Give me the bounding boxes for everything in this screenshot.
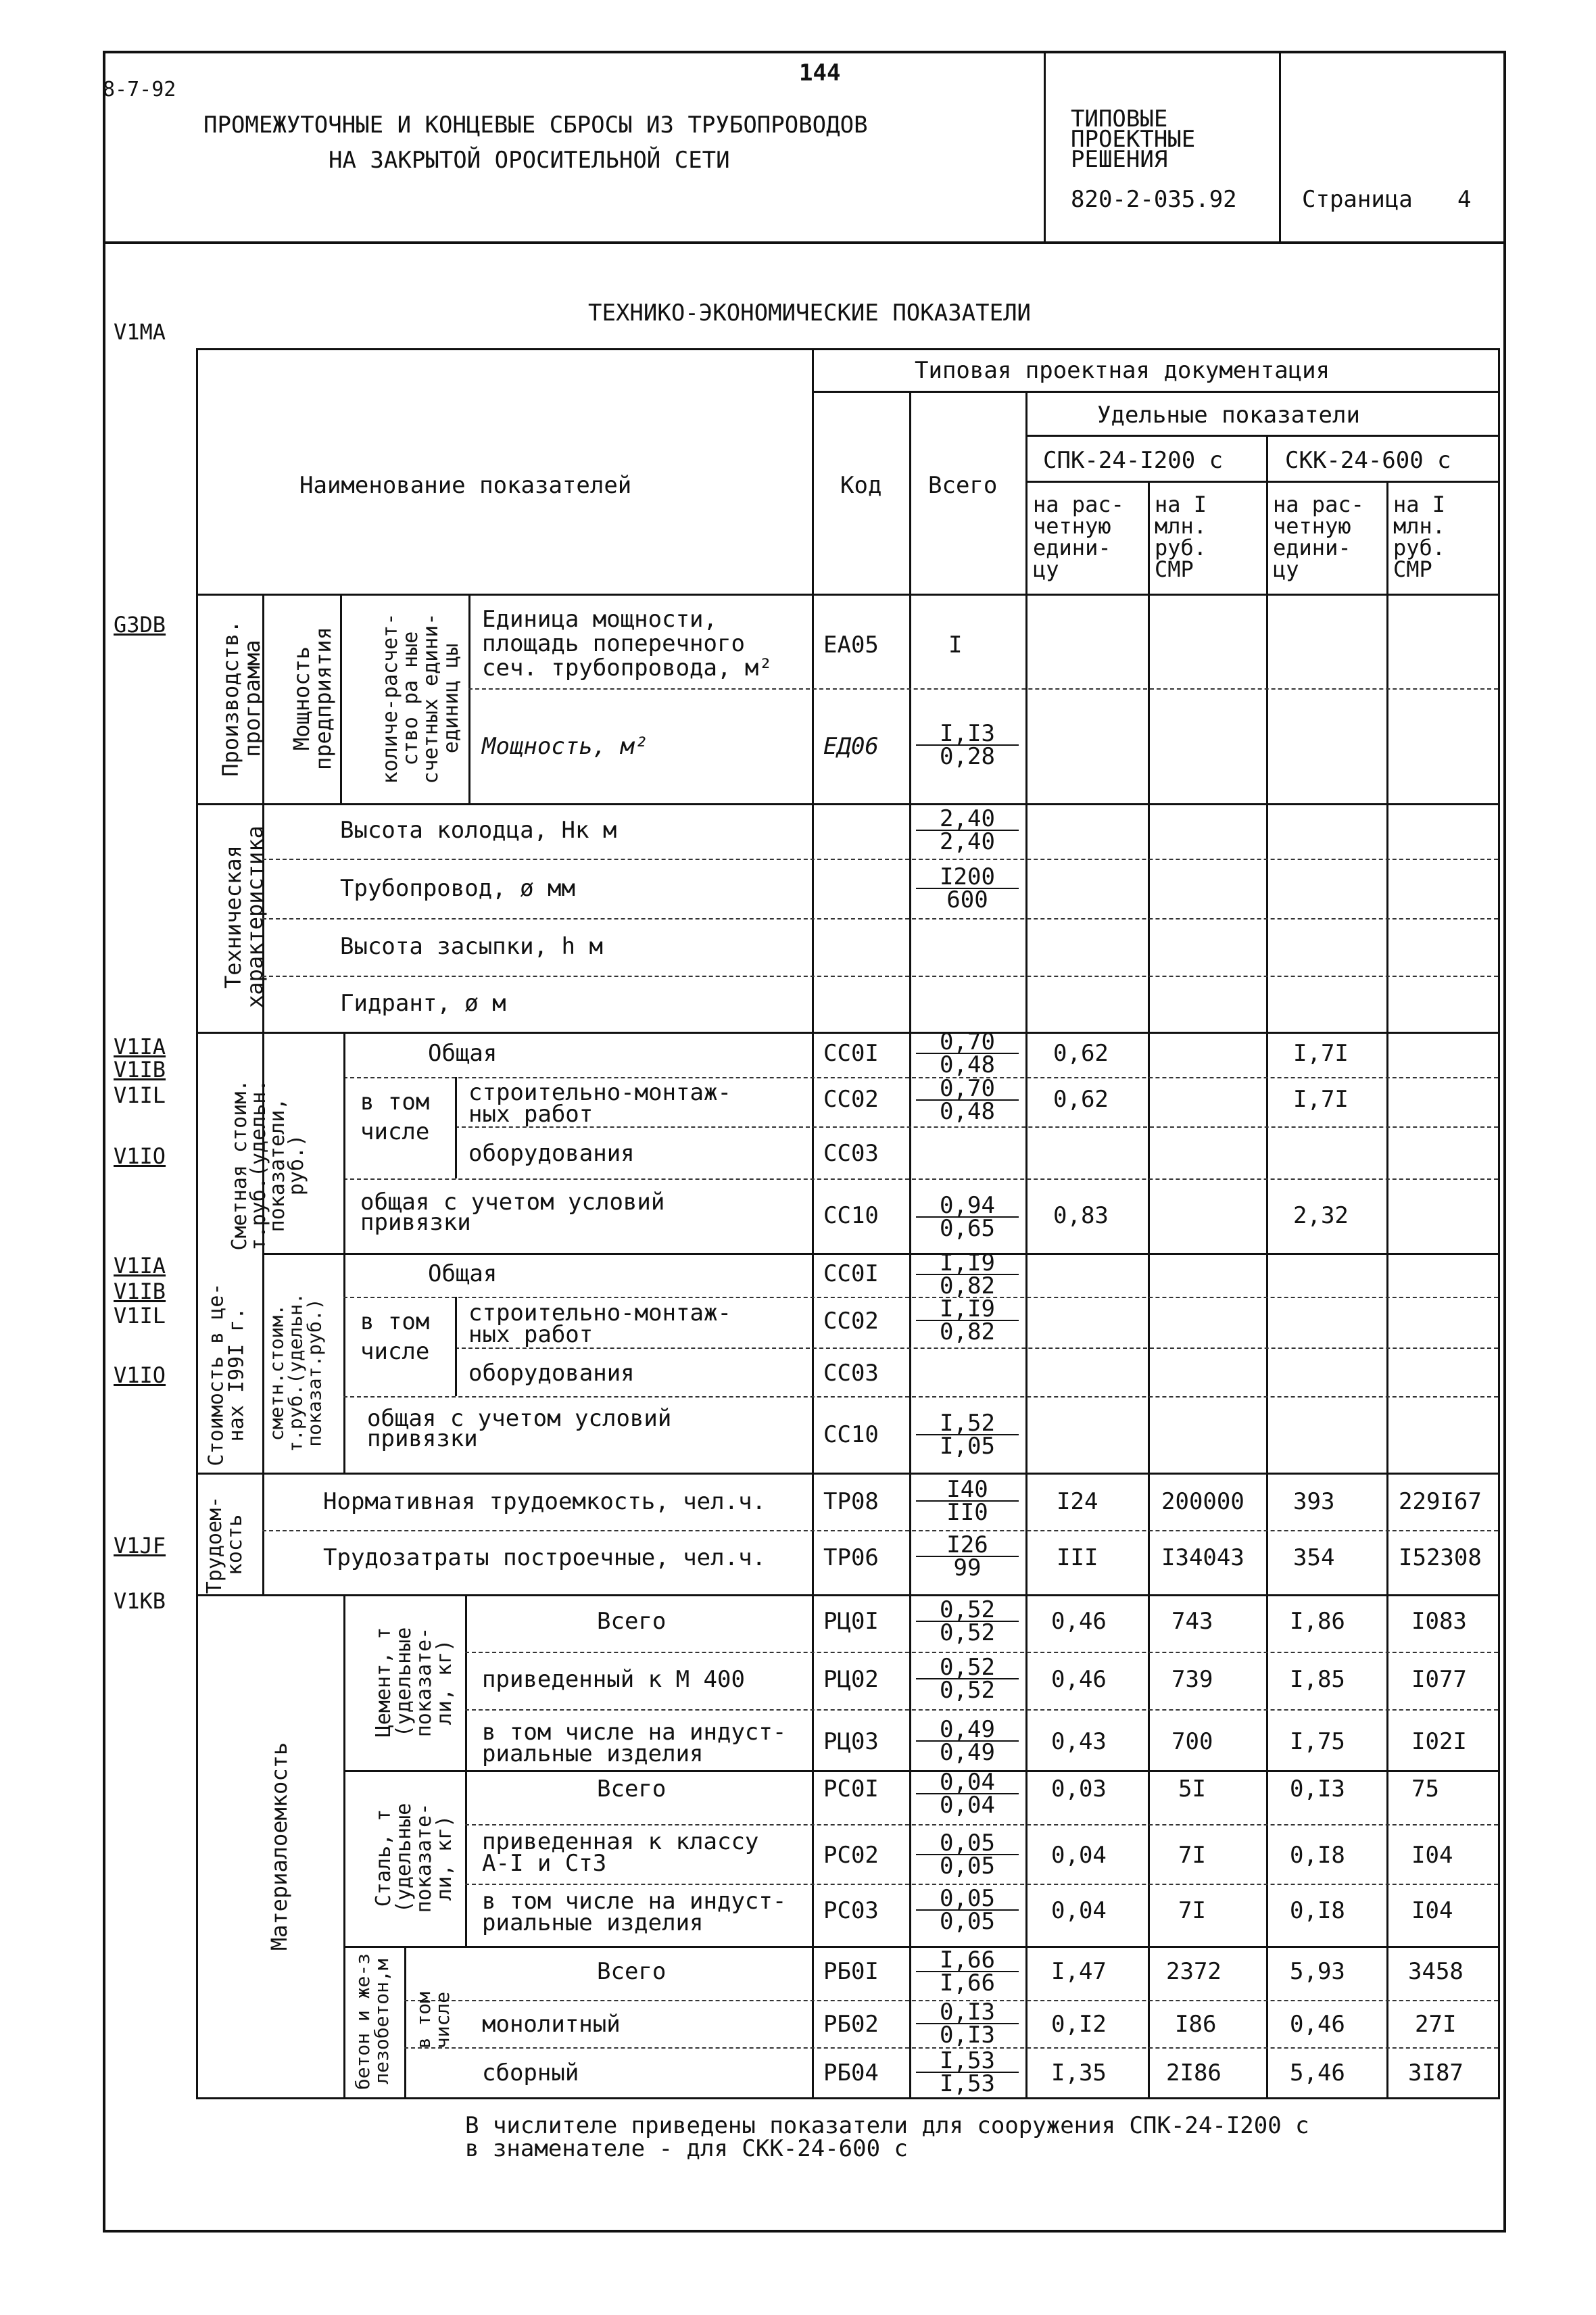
row-ed06-total: I,I3 0,28 xyxy=(909,723,1025,767)
group-production: Производств. программа xyxy=(218,620,265,777)
row-rc01-v4: I083 xyxy=(1411,1608,1467,1635)
row-pc02-v1: 0,04 xyxy=(1051,1842,1107,1869)
row-pb02-v1: 0,I2 xyxy=(1051,2011,1107,2038)
header-name-col: Наименование показателей xyxy=(299,472,632,499)
row-rc03-total: 0,49 0,49 xyxy=(909,1719,1025,1763)
row-b-cc03-code: СС03 xyxy=(823,1360,879,1387)
footnote-line-2: в знаменателе - для СКК-24-600 с xyxy=(465,2135,909,2162)
row-cc02-unit-skk: I,7I xyxy=(1293,1086,1349,1113)
margin-code: G3DB xyxy=(114,612,166,638)
series-line-2: ПРОЕКТНЫЕ xyxy=(1071,126,1196,153)
row-pc02-v2: 7I xyxy=(1178,1842,1206,1869)
margin-code: V1KB xyxy=(114,1588,166,1614)
row-rc03-code: РЦ03 xyxy=(823,1728,879,1755)
row-well-total: 2,40 2,40 xyxy=(909,809,1025,852)
row-pb01-v4: 3458 xyxy=(1408,1958,1464,1985)
row-pb04-v3: 5,46 xyxy=(1290,2059,1345,2086)
group-labor: Трудоем- кость xyxy=(203,1496,247,1594)
row-pc02-v4: I04 xyxy=(1411,1842,1453,1869)
header-specific: Удельные показатели xyxy=(1097,402,1360,429)
row-pc02-name: приведенная к классу А-I и Ст3 xyxy=(482,1828,759,1877)
row-rc02-v1: 0,46 xyxy=(1051,1666,1107,1693)
row-cc03-code: СС03 xyxy=(823,1140,879,1167)
row-ed06-name: Мощность, м² xyxy=(482,733,648,760)
row-tp06-code: ТР06 xyxy=(823,1544,879,1571)
row-pb02-v4: 27I xyxy=(1415,2011,1457,2038)
row-tp06-v4: I52308 xyxy=(1399,1544,1482,1571)
margin-code: V1IL xyxy=(114,1303,166,1329)
row-pc01-v4: 75 xyxy=(1411,1775,1439,1803)
row-cc10-code: СС10 xyxy=(823,1202,879,1229)
section-title: ТЕХНИКО-ЭКОНОМИЧЕСКИЕ ПОКАЗАТЕЛИ xyxy=(588,300,1032,327)
row-rc01-total: 0,52 0,52 xyxy=(909,1600,1025,1643)
group-concrete-incl: в том числе xyxy=(412,1991,454,2049)
row-b-cc01-total: I,I9 0,82 xyxy=(909,1253,1025,1296)
row-pb02-v2: I86 xyxy=(1175,2011,1217,2038)
margin-code: V1IL xyxy=(114,1082,166,1108)
row-pb01-name: Всего xyxy=(597,1958,667,1985)
margin-code: V1IB xyxy=(114,1057,166,1082)
series-line-3: РЕШЕНИЯ xyxy=(1071,146,1168,173)
row-cc02-code: СС02 xyxy=(823,1086,879,1113)
row-b-cc10-code: СС10 xyxy=(823,1421,879,1448)
row-cc02-unit-spk: 0,62 xyxy=(1053,1086,1109,1113)
row-pc01-v3: 0,I3 xyxy=(1290,1775,1345,1803)
row-pc01-v2: 5I xyxy=(1178,1775,1206,1803)
row-pb02-code: РБ02 xyxy=(823,2011,879,2038)
header-skk: СКК-24-600 с xyxy=(1285,447,1451,474)
row-pb01-v3: 5,93 xyxy=(1290,1958,1345,1985)
title-line-1: ПРОМЕЖУТОЧНЫЕ И КОНЦЕВЫЕ СБРОСЫ ИЗ ТРУБОПРОВОДОВ xyxy=(203,112,868,139)
row-pipe-total: I200 600 xyxy=(909,867,1025,910)
row-rc03-v2: 700 xyxy=(1171,1728,1213,1755)
row-pc03-total: 0,05 0,05 xyxy=(909,1888,1025,1932)
group-steel: Сталь, т (удельные показате- ли, кг) xyxy=(372,1803,456,1913)
group-technical: Техническая характеристика xyxy=(220,826,268,1008)
row-pb02-v3: 0,46 xyxy=(1290,2011,1345,2038)
row-pc03-v4: I04 xyxy=(1411,1897,1453,1924)
row-tp06-name: Трудозатраты построечные, чел.ч. xyxy=(323,1544,767,1571)
margin-code: V1IB xyxy=(114,1279,166,1304)
row-pc03-code: РС03 xyxy=(823,1897,879,1924)
margin-code: V1IA xyxy=(114,1253,166,1279)
row-hydrant-name: Гидрант, ø м xyxy=(340,990,506,1017)
row-cc10-total: 0,94 0,65 xyxy=(909,1195,1025,1239)
row-rc02-total: 0,52 0,52 xyxy=(909,1657,1025,1700)
group-capacity: Мощность предприятия xyxy=(289,627,336,770)
row-b-cc02-name: строительно-монтаж- ных работ xyxy=(468,1299,731,1348)
row-pc02-v3: 0,I8 xyxy=(1290,1842,1345,1869)
row-b-cc02-total: I,I9 0,82 xyxy=(909,1299,1025,1342)
header-code: Код xyxy=(840,472,882,499)
header-per-mln-skk: на I млн. руб. СМР xyxy=(1393,492,1446,582)
row-pb01-v2: 2372 xyxy=(1166,1958,1222,1985)
page-value: 4 xyxy=(1457,186,1472,213)
row-b-cc01-code: СС0I xyxy=(823,1260,879,1287)
row-pb01-v1: I,47 xyxy=(1051,1958,1107,1985)
group-cost-1991: Стоимость в це- нах I99I г. xyxy=(204,1283,249,1466)
row-pc01-v1: 0,03 xyxy=(1051,1775,1107,1803)
row-rc03-v4: I02I xyxy=(1411,1728,1467,1755)
margin-code: V1IO xyxy=(114,1362,166,1388)
group-cement: Цемент, т (удельные показате- ли, кг) xyxy=(372,1627,456,1738)
row-rc03-v3: I,75 xyxy=(1290,1728,1345,1755)
row-pc02-code: РС02 xyxy=(823,1842,879,1869)
row-cc01-unit-skk: I,7I xyxy=(1293,1040,1349,1067)
row-tp06-v2: I34043 xyxy=(1161,1544,1244,1571)
row-rc01-v3: I,86 xyxy=(1290,1608,1345,1635)
header-per-unit-skk: на рас- четную едини- цу xyxy=(1273,492,1364,582)
row-pipe-name: Трубопровод, ø мм xyxy=(340,875,575,902)
row-rc02-v2: 739 xyxy=(1171,1666,1213,1693)
row-rc03-v1: 0,43 xyxy=(1051,1728,1107,1755)
row-ea05-code: ЕА05 xyxy=(823,631,879,659)
group-quantity: количе-расчет- ство ра ные счетных едини- единиц цы xyxy=(379,613,463,784)
row-cc10-unit-skk: 2,32 xyxy=(1293,1202,1349,1229)
series-code: 820-2-035.92 xyxy=(1071,186,1237,213)
header-spk: СПК-24-I200 с xyxy=(1043,447,1224,474)
page-label: Страница xyxy=(1302,186,1413,213)
row-rc01-code: РЦ0I xyxy=(823,1608,879,1635)
row-pb01-code: РБ0I xyxy=(823,1958,879,1985)
row-tp06-v1: III xyxy=(1057,1544,1098,1571)
row-rc02-v4: I077 xyxy=(1411,1666,1467,1693)
group-cost-1991-sub: сметн.стоим. т.руб.(удельн. показат.руб.) xyxy=(265,1293,326,1453)
header-doc-group: Типовая проектная документация xyxy=(915,357,1330,384)
row-pb02-name: монолитный xyxy=(482,2011,621,2038)
row-b-cc01-name: Общая xyxy=(428,1260,498,1287)
row-pc01-code: РС0I xyxy=(823,1775,879,1803)
title-line-2: НА ЗАКРЫТОЙ ОРОСИТЕЛЬНОЙ СЕТИ xyxy=(329,147,730,174)
row-rc02-code: РЦ02 xyxy=(823,1666,879,1693)
header-total: Всего xyxy=(928,472,998,499)
row-pb04-code: РБ04 xyxy=(823,2059,879,2086)
row-b-cc-incl: в том числе xyxy=(360,1308,430,1365)
row-cc02-name: строительно-монтаж- ных работ xyxy=(468,1079,731,1128)
row-tp08-name: Нормативная трудоемкость, чел.ч. xyxy=(323,1488,767,1515)
margin-code: V1JF xyxy=(114,1533,166,1558)
row-pc03-name: в том числе на индуст- риальные изделия xyxy=(482,1888,787,1936)
row-pb04-v1: I,35 xyxy=(1051,2059,1107,2086)
row-rc02-name: приведенный к М 400 xyxy=(482,1666,745,1693)
row-tp08-v2: 200000 xyxy=(1161,1488,1244,1515)
row-pc03-v3: 0,I8 xyxy=(1290,1897,1345,1924)
row-tp06-v3: 354 xyxy=(1293,1544,1335,1571)
row-tp06-total: I26 99 xyxy=(909,1535,1025,1578)
row-cc10-unit-spk: 0,83 xyxy=(1053,1202,1109,1229)
row-cc-incl: в том числе xyxy=(360,1089,430,1145)
row-pb04-v2: 2I86 xyxy=(1166,2059,1222,2086)
series-line-1: ТИПОВЫЕ xyxy=(1071,105,1168,133)
row-pb04-v4: 3I87 xyxy=(1408,2059,1464,2086)
row-rc01-name: Всего xyxy=(597,1608,667,1635)
row-cc03-name: оборудования xyxy=(468,1140,635,1167)
group-estimate: Сметная стоим. т.руб.(удельн. показатели, руб.) xyxy=(228,1079,308,1251)
title-block xyxy=(103,51,1506,244)
row-pc03-v2: 7I xyxy=(1178,1897,1206,1924)
row-cc02-total: 0,70 0,48 xyxy=(909,1078,1025,1122)
corner-code: 8-7-92 xyxy=(103,78,176,101)
row-pb04-name: сборный xyxy=(482,2059,579,2086)
row-cc01-total: 0,70 0,48 xyxy=(909,1032,1025,1075)
row-ea05-total: I xyxy=(948,631,963,659)
margin-code: V1IA xyxy=(114,1034,166,1059)
row-pb04-total: I,53 I,53 xyxy=(909,2051,1025,2094)
row-pc02-total: 0,05 0,05 xyxy=(909,1833,1025,1876)
indicators-table xyxy=(196,348,1500,2099)
row-rc02-v3: I,85 xyxy=(1290,1666,1345,1693)
header-per-unit-spk: на рас- четную едини- цу xyxy=(1033,492,1124,582)
row-tp08-v3: 393 xyxy=(1293,1488,1335,1515)
row-cc10-name: общая с учетом условий привязки xyxy=(360,1189,665,1236)
row-pb02-total: 0,I3 0,I3 xyxy=(909,2002,1025,2045)
row-pc01-total: 0,04 0,04 xyxy=(909,1772,1025,1815)
row-cc01-code: СС0I xyxy=(823,1040,879,1067)
row-b-cc10-name: общая с учетом условий привязки xyxy=(367,1405,672,1452)
margin-code: V1IO xyxy=(114,1143,166,1169)
row-b-cc02-code: СС02 xyxy=(823,1308,879,1335)
group-concrete: бетон и же-з лезобетон,м xyxy=(352,1953,393,2091)
page-number: 144 xyxy=(799,59,841,87)
header-per-mln-spk: на I млн. руб. СМР xyxy=(1155,492,1207,582)
row-rc03-name: в том числе на индуст- риальные изделия xyxy=(482,1719,787,1767)
row-rc01-v2: 743 xyxy=(1171,1608,1213,1635)
row-ea05-name: Единица мощности, площадь поперечного сеч. трубопровода, м² xyxy=(482,606,773,682)
row-pc03-v1: 0,04 xyxy=(1051,1897,1107,1924)
row-fill-name: Высота засыпки, h м xyxy=(340,933,603,960)
row-b-cc10-total: I,52 I,05 xyxy=(909,1413,1025,1456)
row-tp08-v1: I24 xyxy=(1057,1488,1098,1515)
row-tp08-v4: 229I67 xyxy=(1399,1488,1482,1515)
row-cc01-unit-spk: 0,62 xyxy=(1053,1040,1109,1067)
row-tp08-code: ТР08 xyxy=(823,1488,879,1515)
row-pc01-name: Всего xyxy=(597,1775,667,1803)
footnote-line-1: В числителе приведены показатели для сооружения СПК-24-I200 с xyxy=(465,2112,1309,2139)
row-pb01-total: I,66 I,66 xyxy=(909,1950,1025,1993)
row-ed06-code: ЕД06 xyxy=(823,733,879,760)
row-rc01-v1: 0,46 xyxy=(1051,1608,1107,1635)
row-cc01-name: Общая xyxy=(428,1040,498,1067)
row-b-cc03-name: оборудования xyxy=(468,1360,635,1387)
margin-code: V1MA xyxy=(114,319,166,345)
row-well-name: Высота колодца, Hк м xyxy=(340,817,617,844)
row-tp08-total: I40 II0 xyxy=(909,1479,1025,1523)
group-materials: Материалоемкость xyxy=(266,1742,292,1951)
